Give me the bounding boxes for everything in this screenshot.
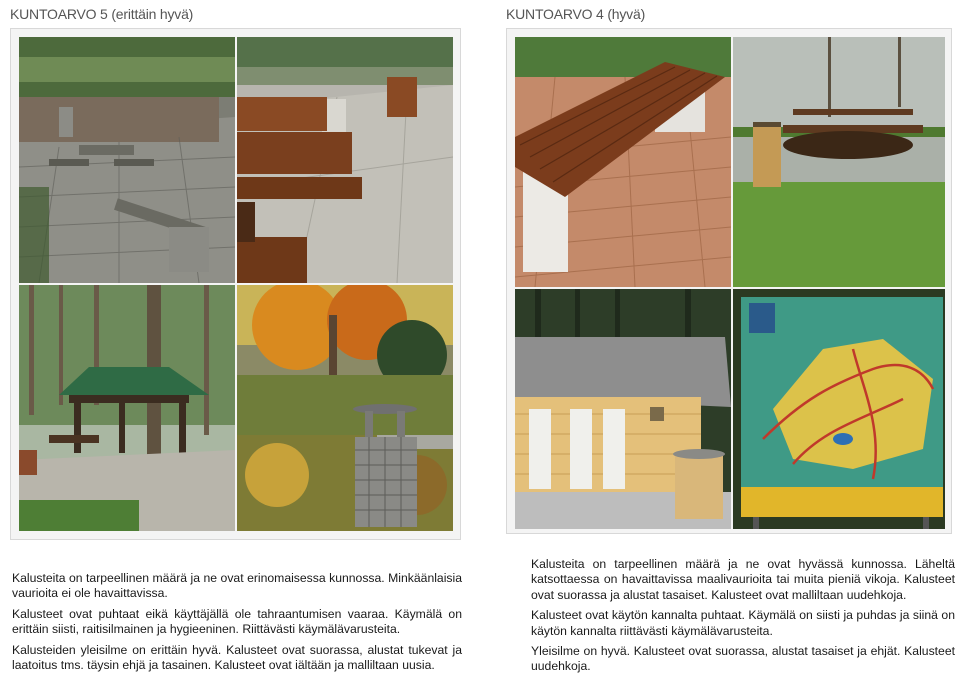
left-photo-panel xyxy=(10,28,461,540)
right-paragraph-3: Yleisilme on hyvä. Kalusteet ovat suorassa, alustat tasaiset ja ehjät. Kalusteet uudehkoja. xyxy=(531,644,955,674)
left-description xyxy=(12,571,462,678)
photo-gazebo-forest xyxy=(19,285,235,531)
left-heading: KUNTOARVO 5 (erittäin hyvä) xyxy=(10,6,194,22)
photo-plaza-picnic-tables xyxy=(19,37,235,283)
photo-lakeside-picnic xyxy=(733,37,945,287)
photo-wooden-bench-pavers xyxy=(515,37,731,287)
photo-wooden-benches xyxy=(237,37,453,283)
right-photo-panel xyxy=(506,28,952,534)
right-paragraph-1: Kalusteita on tarpeellinen määrä ja ne ovat hyvässä kunnossa. Läheltä katsottaessa on havaittavissa maalivaurioita tai muita pieniä vikoja. Kalusteet ovat suorassa ja alustat tasaiset. Kalusteet ovat malliltaan uudehkoja. xyxy=(531,557,955,602)
right-description xyxy=(531,557,955,680)
left-paragraph-1: Kalusteita on tarpeellinen määrä ja ne ovat erinomaisessa kunnossa. Minkäänlaisia vaurioita ei ole havaittavissa. xyxy=(12,571,462,601)
left-paragraph-2: Kalusteet ovat puhtaat eikä käyttäjällä ole tahraantumisen vaaraa. Käymälä on erittäin siisti, raitisilmainen ja hygieeninen. Riittävästi käymälävarusteita. xyxy=(12,606,462,637)
photo-toilet-building xyxy=(515,289,731,529)
photo-map-sign xyxy=(733,289,945,529)
right-heading: KUNTOARVO 4 (hyvä) xyxy=(506,6,646,22)
right-paragraph-2: Kalusteet ovat käytön kannalta puhtaat. Käymälä on siisti ja puhdas ja siinä on käytön kannalta riittävästi käymälävarusteita. xyxy=(531,608,955,638)
left-paragraph-3: Kalusteiden yleisilme on erittäin hyvä. Kalusteet ovat suorassa, alustat tukevat ja laatoitus tms. täysin ehjä ja tasainen. Kalusteet ovat iältään ja malliltaan uusia. xyxy=(12,642,462,673)
photo-autumn-bin xyxy=(237,285,453,531)
